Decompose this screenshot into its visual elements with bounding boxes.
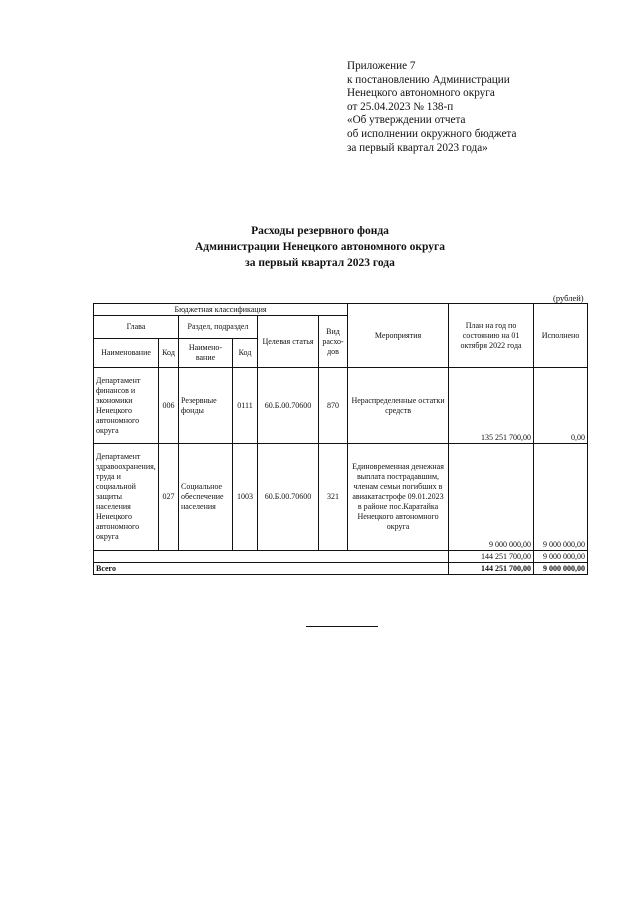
header-section: Раздел, подраздел (179, 316, 258, 339)
total-row (94, 563, 588, 575)
appendix-block (347, 60, 607, 155)
row-code: 006 (159, 368, 179, 444)
row-plan: 135 251 700,00 (449, 368, 534, 444)
row-measure: Нераспределенные остатки средств (348, 368, 449, 444)
header-executed: Исполнено (534, 304, 588, 368)
appendix-line: за первый квартал 2023 года» (347, 141, 488, 154)
appendix-line: от 25.04.2023 № 138-п (347, 100, 454, 113)
row-section-code: 0111 (233, 368, 258, 444)
row-name: Департамент здравоохранения, труда и социальной защиты населения Ненецкого автономного округа (94, 444, 159, 551)
row-measure: Единовременная денежная выплата пострадавшим, членам семьи погибших в авиакатастрофе 09.01.2023 в районе пос.Каратайка Ненецкого автономного округа (348, 444, 449, 551)
row-section-name: Резервные фонды (179, 368, 233, 444)
title-line-2: Администрации Ненецкого автономного округа (194, 241, 445, 253)
header-budget-classification: Бюджетная классификация (94, 304, 348, 316)
header-expense-type: Вид расхо-дов (319, 316, 348, 368)
header-measures: Мероприятия (348, 304, 449, 368)
row-section-code: 1003 (233, 444, 258, 551)
appendix-line: об исполнении окружного бюджета (347, 127, 517, 140)
appendix-line: «Об утверждении отчета (347, 114, 466, 127)
expenses-table (93, 303, 588, 575)
appendix-line: Приложение 7 (347, 60, 416, 72)
subtotal-executed: 9 000 000,00 (534, 551, 588, 563)
table-row (94, 444, 588, 551)
row-target-article: 60.Б.00.70600 (258, 368, 319, 444)
row-executed: 9 000 000,00 (534, 444, 588, 551)
row-executed: 0,00 (534, 368, 588, 444)
appendix-line: Ненецкого автономного округа (347, 87, 495, 100)
row-expense-type: 870 (319, 368, 348, 444)
header-section-name: Наимено-вание (179, 339, 233, 368)
header-plan: План на год по состоянию на 01 октября 2022 года (449, 304, 534, 368)
row-code: 027 (159, 444, 179, 551)
total-executed: 9 000 000,00 (534, 563, 588, 575)
subtotal-plan: 144 251 700,00 (449, 551, 534, 563)
header-target-article: Целевая статья (258, 316, 319, 368)
closing-separator-line (306, 626, 378, 627)
row-expense-type: 321 (319, 444, 348, 551)
row-plan: 9 000 000,00 (449, 444, 534, 551)
title-line-1: Расходы резервного фонда (251, 225, 389, 237)
header-section-code: Код (233, 339, 258, 368)
document-title (0, 223, 640, 271)
subtotal-row (94, 551, 588, 563)
total-plan: 144 251 700,00 (449, 563, 534, 575)
header-code: Код (159, 339, 179, 368)
title-line-3: за первый квартал 2023 года (245, 257, 395, 269)
header-chapter: Глава (94, 316, 179, 339)
header-name: Наименование (94, 339, 159, 368)
units-label: (рублей) (553, 293, 584, 303)
table-row (94, 368, 588, 444)
row-target-article: 60.Б.00.70600 (258, 444, 319, 551)
appendix-line: к постановлению Администрации (347, 73, 510, 86)
row-section-name: Социальное обеспечение населения (179, 444, 233, 551)
subtotal-label-cell (94, 551, 449, 563)
row-name: Департамент финансов и экономики Ненецкого автономного округа (94, 368, 159, 444)
total-label: Всего (94, 563, 449, 575)
